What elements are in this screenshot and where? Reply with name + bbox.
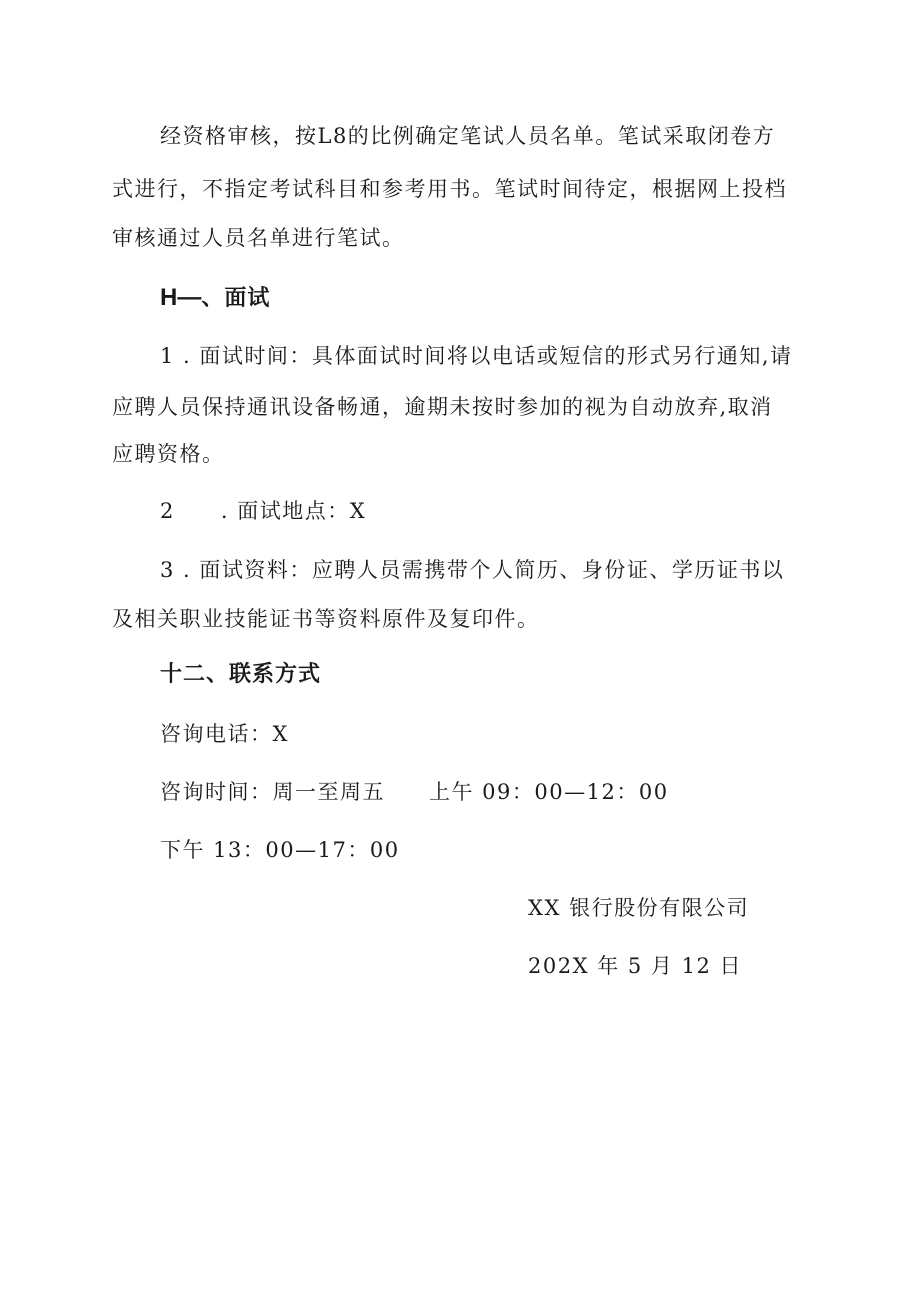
signature-company: XX 银行股份有限公司 bbox=[528, 896, 750, 920]
interview-heading-suffix: 、面试 bbox=[201, 286, 271, 311]
contact-hours-afternoon: 下午 13：00—17：00 bbox=[160, 838, 400, 862]
interview-item-2-text: . 面试地点：X bbox=[220, 499, 367, 523]
interview-item-3-line-2: 及相关职业技能证书等资料原件及复印件。 bbox=[112, 607, 540, 631]
contact-hours-morning: 上午 09：00—12：00 bbox=[429, 780, 669, 804]
contact-heading: 十二、联系方式 bbox=[160, 662, 322, 687]
contact-phone: 咨询电话：X bbox=[160, 722, 289, 746]
interview-item-3-line-1: 3 . 面试资料：应聘人员需携带个人简历、身份证、学历证书以 bbox=[160, 558, 785, 582]
interview-heading-prefix: H— bbox=[160, 284, 202, 311]
contact-hours-label: 咨询时间：周一至周五 bbox=[160, 780, 385, 804]
interview-heading bbox=[160, 286, 270, 310]
contact-hours bbox=[160, 782, 669, 803]
exam-paragraph-line-2: 式进行，不指定考试科目和参考用书。笔试时间待定，根据网上投档 bbox=[112, 177, 787, 201]
exam-paragraph-line-3: 审核通过人员名单进行笔试。 bbox=[112, 226, 405, 250]
interview-item-1-line-3: 应聘资格。 bbox=[112, 442, 225, 466]
interview-item-2-number: 2 bbox=[160, 499, 175, 523]
interview-item-2 bbox=[160, 501, 366, 522]
interview-item-1-line-2: 应聘人员保持通讯设备畅通，逾期未按时参加的视为自动放弃,取消 bbox=[112, 395, 773, 419]
interview-item-1-line-1: 1 . 面试时间：具体面试时间将以电话或短信的形式另行通知,请 bbox=[160, 344, 793, 368]
signature-date: 202X 年 5 月 12 日 bbox=[528, 954, 742, 978]
exam-paragraph-line-1: 经资格审核，按L8的比例确定笔试人员名单。笔试采取闭卷方 bbox=[160, 124, 776, 148]
